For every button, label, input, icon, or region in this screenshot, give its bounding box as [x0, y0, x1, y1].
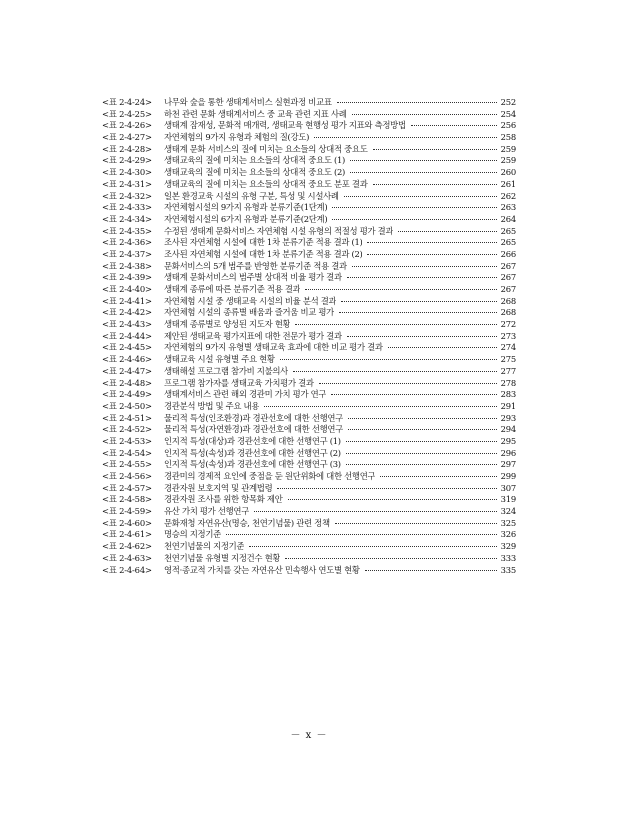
table-title: 생태계 종류에 따른 분류기준 적용 결과 — [164, 284, 301, 294]
dot-leader — [365, 570, 497, 571]
table-title: 경관자원 조사를 위한 항목화 제안 — [164, 494, 283, 505]
table-title: 경관미의 경제적 요인에 중점을 둔 원단위화에 대한 선행연구 — [164, 471, 376, 481]
page-ref: 258 — [500, 132, 516, 143]
table-number: <표 2-4-36> — [102, 237, 152, 248]
toc-entry — [102, 518, 516, 530]
dot-leader — [350, 172, 497, 173]
toc-entry — [102, 483, 516, 495]
table-number: <표 2-4-52> — [102, 424, 152, 435]
toc-entry — [102, 366, 516, 378]
toc-entry — [102, 132, 516, 144]
table-title: 물리적 특성(자연환경)과 경관선호에 대한 선행연구 — [164, 424, 343, 435]
table-number: <표 2-4-51> — [102, 412, 152, 423]
table-number: <표 2-4-25> — [102, 108, 152, 119]
dot-leader — [411, 125, 497, 126]
table-title: 경관자원 보호지역 및 관계법령 — [164, 482, 273, 493]
page-ref: 252 — [500, 97, 516, 107]
table-number: <표 2-4-44> — [102, 330, 152, 341]
table-number: <표 2-4-54> — [102, 447, 152, 458]
page-ref: 260 — [500, 167, 516, 178]
page-ref: 267 — [500, 272, 516, 283]
table-number: <표 2-4-43> — [102, 319, 152, 330]
table-title: 조사된 자연체험 시설에 대한 1차 분류기준 적용 결과 (2) — [164, 248, 363, 259]
table-number: <표 2-4-49> — [102, 389, 152, 400]
toc-entry — [102, 342, 516, 354]
toc-entry — [102, 167, 516, 179]
page-ref: 297 — [500, 459, 516, 470]
dot-leader — [319, 383, 497, 384]
table-number: <표 2-4-32> — [102, 190, 152, 201]
dot-leader — [350, 160, 497, 161]
toc-entry — [102, 459, 516, 471]
page-ref: 262 — [500, 190, 516, 201]
dot-leader — [314, 137, 497, 138]
table-number: <표 2-4-40> — [102, 284, 152, 294]
table-number: <표 2-4-29> — [102, 155, 152, 166]
page-ref: 329 — [500, 541, 516, 552]
page-ref: 273 — [500, 330, 516, 341]
table-title: 생태해설 프로그램 참가비 지불의사 — [164, 365, 288, 376]
table-title: 생태교육의 질에 미치는 요소들의 상대적 중요도 (1) — [164, 155, 345, 166]
dot-leader — [346, 464, 497, 465]
table-number: <표 2-4-42> — [102, 307, 152, 318]
table-number: <표 2-4-61> — [102, 529, 152, 540]
dot-leader — [305, 289, 497, 290]
page-ref: 333 — [500, 552, 516, 563]
dot-leader — [226, 534, 497, 535]
dot-leader — [398, 231, 497, 232]
table-number: <표 2-4-64> — [102, 564, 152, 575]
table-number: <표 2-4-45> — [102, 342, 152, 353]
table-title: 유산 가치 평가 선행연구 — [164, 506, 249, 517]
page-ref: 263 — [500, 202, 516, 213]
table-number: <표 2-4-55> — [102, 459, 152, 470]
toc-entry — [102, 529, 516, 541]
page-ref: 277 — [500, 365, 516, 376]
table-title: 조사된 자연체험 시설에 대한 1차 분류기준 적용 결과 (1) — [164, 237, 363, 248]
table-title: 생태계서비스 관련 해외 경관미 가치 평가 연구 — [164, 389, 327, 400]
table-title: 인지적 특성(속성)과 경관선호에 대한 선행연구 (3) — [164, 459, 341, 470]
table-title: 인지적 특성(속성)과 경관선호에 대한 선행연구 (2) — [164, 447, 341, 458]
toc-entry — [102, 120, 516, 132]
table-title: 나무와 숲을 통한 생태계서비스 실현과정 비교표 — [164, 97, 332, 107]
toc-entry — [102, 436, 516, 448]
toc-entry — [102, 272, 516, 284]
toc-entry — [102, 202, 516, 214]
page-ref: 264 — [500, 213, 516, 224]
table-number: <표 2-4-30> — [102, 167, 152, 178]
dot-leader — [352, 266, 497, 267]
table-number: <표 2-4-58> — [102, 494, 152, 505]
dot-leader — [373, 149, 498, 150]
dot-leader — [288, 499, 497, 500]
table-number: <표 2-4-26> — [102, 120, 152, 131]
page-ref: 335 — [500, 564, 516, 575]
page-ref: 268 — [500, 295, 516, 306]
table-title: 자연체험 시설 중 생태교육 시설의 비율 분석 결과 — [164, 295, 337, 306]
page-ref: 274 — [500, 342, 516, 353]
dot-leader — [293, 371, 497, 372]
table-title: 문화재청 자연유산(명승, 천연기념물) 관련 정책 — [164, 517, 330, 528]
page-ref: 291 — [500, 400, 516, 411]
toc-entry — [102, 506, 516, 518]
page-ref: 256 — [500, 120, 516, 131]
page-ref: 272 — [500, 319, 516, 330]
table-title: 수정된 생태계 문화서비스 자연체험 시설 유형의 적절성 평가 결과 — [164, 225, 394, 236]
page-ref: 295 — [500, 435, 516, 446]
table-number: <표 2-4-33> — [102, 202, 152, 213]
dot-leader — [388, 347, 497, 348]
table-number: <표 2-4-46> — [102, 354, 152, 365]
page-ref: 283 — [500, 389, 516, 400]
page-ref: 265 — [500, 225, 516, 236]
dot-leader — [331, 394, 497, 395]
table-title: 자연체험시설의 9가지 유형과 분류기준(1단계) — [164, 202, 328, 213]
page-ref: 259 — [500, 143, 516, 154]
table-number: <표 2-4-60> — [102, 517, 152, 528]
toc-entry — [102, 553, 516, 565]
table-number: <표 2-4-57> — [102, 482, 152, 493]
page-ref: 275 — [500, 354, 516, 365]
toc-entry — [102, 284, 516, 296]
toc-entry — [102, 541, 516, 553]
dot-leader — [332, 207, 497, 208]
toc-entry — [102, 307, 516, 319]
toc-entry — [102, 389, 516, 401]
toc-entry — [102, 413, 516, 425]
dot-leader — [341, 301, 497, 302]
page-ref: 325 — [500, 517, 516, 528]
toc-entry — [102, 249, 516, 261]
table-title: 자연체험의 9가지 유형별 생태교육 효과에 대한 비교 평가 결과 — [164, 342, 383, 353]
toc-entry — [102, 109, 516, 121]
table-number: <표 2-4-35> — [102, 225, 152, 236]
page-ref: 265 — [500, 237, 516, 248]
table-title: 인지적 특성(대상)과 경관선호에 대한 선행연구 (1) — [164, 435, 341, 446]
page-ref: 307 — [500, 482, 516, 493]
page-ref: 267 — [500, 284, 516, 294]
page-ref: 294 — [500, 424, 516, 435]
toc-entry — [102, 448, 516, 460]
page-ref: 259 — [500, 155, 516, 166]
table-number: <표 2-4-48> — [102, 377, 152, 388]
table-number: <표 2-4-34> — [102, 213, 152, 224]
toc-entry — [102, 237, 516, 249]
page-ref: 299 — [500, 471, 516, 481]
table-title: 하천 관련 문화 생태계서비스 중 교육 관련 지표 사례 — [164, 108, 347, 119]
table-number: <표 2-4-24> — [102, 97, 152, 107]
dot-leader — [373, 184, 498, 185]
table-title: 자연체험시설의 6가지 유형과 분류기준(2단계) — [164, 213, 328, 224]
table-number: <표 2-4-27> — [102, 132, 152, 143]
table-number: <표 2-4-50> — [102, 400, 152, 411]
dot-leader — [335, 523, 497, 524]
dot-leader — [332, 219, 497, 220]
dot-leader — [346, 441, 497, 442]
table-number: <표 2-4-37> — [102, 248, 152, 259]
table-title: 프로그램 참가자를 생태교육 가치평가 결과 — [164, 377, 314, 388]
table-number: <표 2-4-41> — [102, 295, 152, 306]
dot-leader — [249, 546, 497, 547]
toc-entry — [102, 494, 516, 506]
toc-entry — [102, 319, 516, 331]
table-number: <표 2-4-63> — [102, 552, 152, 563]
page-ref: 278 — [500, 377, 516, 388]
page-ref: 261 — [500, 178, 516, 189]
dot-leader — [254, 511, 497, 512]
table-of-contents — [102, 97, 516, 576]
table-title: 천연기념물 유형별 지정건수 현황 — [164, 552, 281, 563]
dot-leader — [346, 453, 497, 454]
dot-leader — [280, 359, 497, 360]
toc-entry — [102, 144, 516, 156]
page-ref: 319 — [500, 494, 516, 505]
toc-entry — [102, 565, 516, 577]
table-title: 영적·종교적 가치를 갖는 자연유산 민속행사 연도별 현황 — [164, 564, 360, 575]
page-ref: 254 — [500, 108, 516, 119]
page-ref: 266 — [500, 248, 516, 259]
table-title: 물리적 특성(인조환경)과 경관선호에 대한 선행연구 — [164, 412, 343, 423]
table-number: <표 2-4-39> — [102, 272, 152, 283]
toc-entry — [102, 401, 516, 413]
page-ref: 296 — [500, 447, 516, 458]
page-number: － x － — [290, 730, 328, 741]
table-number: <표 2-4-56> — [102, 471, 152, 481]
table-number: <표 2-4-59> — [102, 506, 152, 517]
table-number: <표 2-4-38> — [102, 260, 152, 271]
table-number: <표 2-4-53> — [102, 435, 152, 446]
table-title: 문화서비스의 5개 범주를 반영한 분류기준 적용 결과 — [164, 260, 347, 271]
toc-entry — [102, 191, 516, 203]
page-ref: 326 — [500, 529, 516, 540]
dot-leader — [347, 277, 497, 278]
table-title: 생태교육의 질에 미치는 요소들의 상대적 중요도 분포 결과 — [164, 178, 368, 189]
table-title: 일본 환경교육 시설의 유형 구분, 특성 및 시설사례 — [164, 190, 339, 201]
toc-entry — [102, 179, 516, 191]
table-number: <표 2-4-62> — [102, 541, 152, 552]
table-title: 생태교육 시설 유형별 주요 현황 — [164, 354, 275, 365]
toc-entry — [102, 296, 516, 308]
dot-leader — [285, 558, 497, 559]
toc-entry — [102, 424, 516, 436]
toc-entry — [102, 354, 516, 366]
dot-leader — [367, 242, 497, 243]
dot-leader — [295, 324, 497, 325]
page-ref: 267 — [500, 260, 516, 271]
page-ref: 293 — [500, 412, 516, 423]
table-title: 명승의 지정기준 — [164, 529, 221, 540]
dot-leader — [348, 418, 497, 419]
dot-leader — [352, 114, 498, 115]
table-title: 생태교육의 질에 미치는 요소들의 상대적 중요도 (2) — [164, 167, 345, 178]
toc-entry — [102, 261, 516, 273]
toc-entry — [102, 155, 516, 167]
dot-leader — [348, 429, 497, 430]
table-number: <표 2-4-31> — [102, 178, 152, 189]
dot-leader — [347, 336, 497, 337]
toc-entry — [102, 214, 516, 226]
dot-leader — [339, 312, 497, 313]
dot-leader — [344, 196, 497, 197]
toc-entry — [102, 378, 516, 390]
toc-entry — [102, 331, 516, 343]
table-title: 경관분석 방법 및 주요 내용 — [164, 400, 260, 411]
table-title: 자연체험의 9가지 유형과 체험의 질(강도) — [164, 132, 310, 143]
dot-leader — [367, 254, 497, 255]
table-number: <표 2-4-47> — [102, 365, 152, 376]
dot-leader — [277, 488, 497, 489]
dot-leader — [380, 476, 497, 477]
page-ref: 324 — [500, 506, 516, 517]
table-title: 천연기념물의 지정기준 — [164, 541, 245, 552]
table-title: 자연체험 시설의 종류별 배움과 즐거움 비교 평가 — [164, 307, 334, 318]
table-number: <표 2-4-28> — [102, 143, 152, 154]
table-title: 생태계 종류별로 양성된 지도자 현황 — [164, 319, 291, 330]
table-title: 생태계 문화서비스의 범주별 상대적 비율 평가 결과 — [164, 272, 342, 283]
dot-leader — [264, 406, 497, 407]
dot-leader — [337, 102, 497, 103]
toc-entry — [102, 471, 516, 483]
table-title: 생태계 잠재성, 문화적 매개력, 생태교육 현행성 평가 지표와 측정방법 — [164, 120, 406, 131]
toc-entry — [102, 226, 516, 238]
toc-entry — [102, 97, 516, 109]
table-title: 제안된 생태교육 평가지표에 대한 전문가 평가 결과 — [164, 330, 342, 341]
table-title: 생태계 문화 서비스의 질에 미치는 요소들의 상대적 중요도 — [164, 143, 368, 154]
page-ref: 268 — [500, 307, 516, 318]
